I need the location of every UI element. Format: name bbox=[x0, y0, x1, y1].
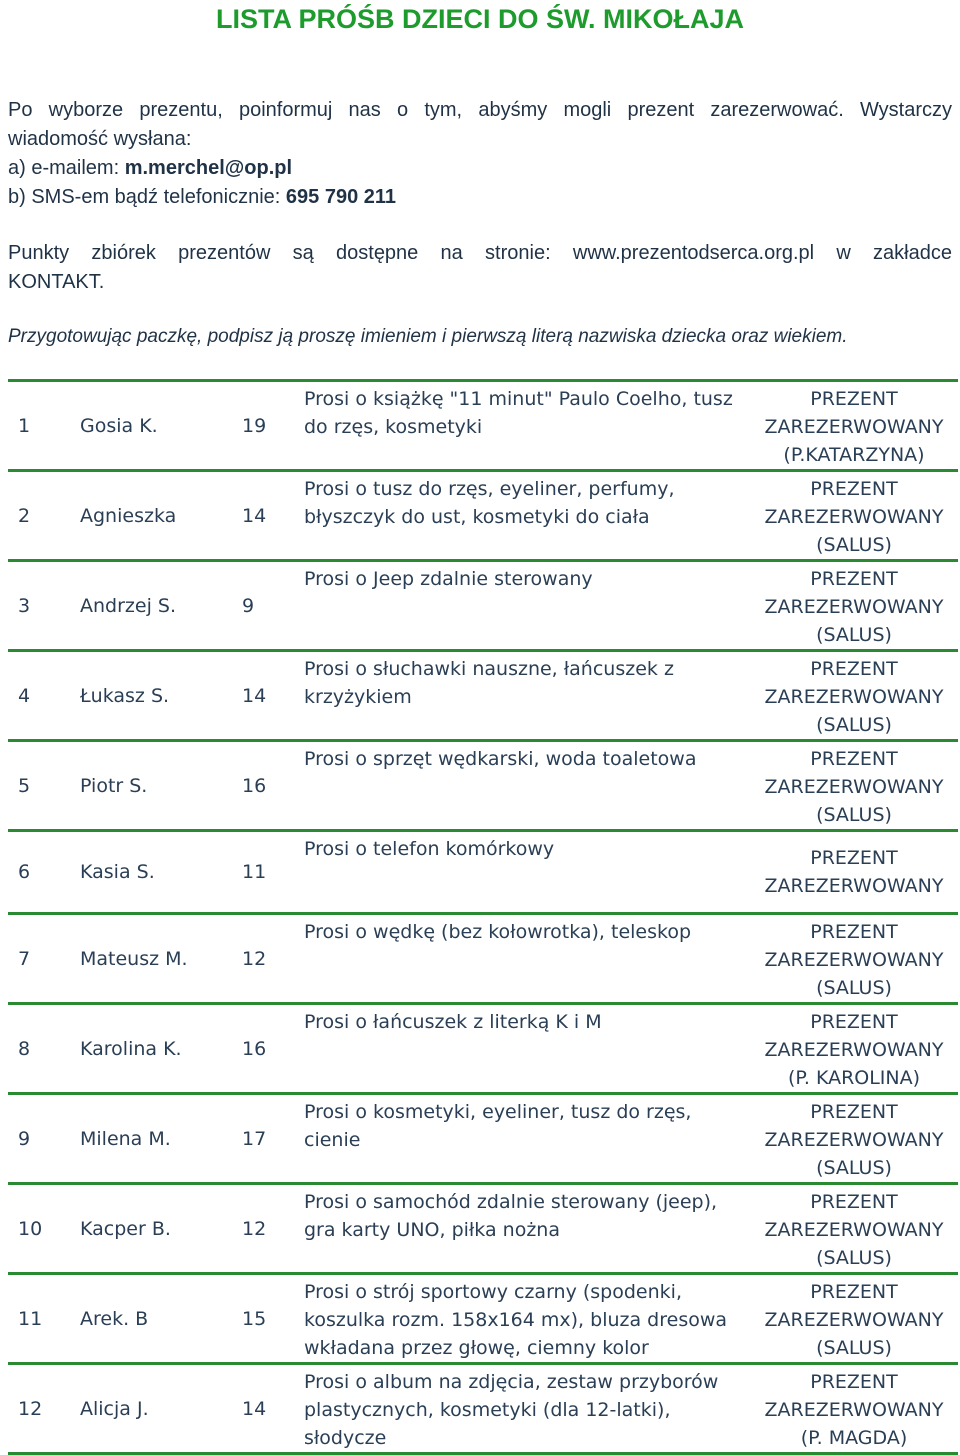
child-age: 16 bbox=[242, 1037, 267, 1060]
status-text: PREZENT ZAREZERWOWANY bbox=[764, 921, 944, 971]
table-row bbox=[8, 651, 958, 741]
child-name: Piotr S. bbox=[80, 774, 148, 797]
gift-request: Prosi o książkę "11 minut" Paulo Coelho, tusz do rzęs, kosmetyki bbox=[304, 388, 733, 438]
reservation-status bbox=[750, 1184, 958, 1274]
reserved-by: (SALUS) bbox=[816, 804, 892, 826]
intro-paragraph bbox=[8, 96, 952, 212]
reserved-by: (P.KATARZYNA) bbox=[783, 444, 925, 466]
reserved-by: (SALUS) bbox=[816, 1337, 892, 1359]
intro-line-2: wiadomość wysłana: bbox=[8, 128, 192, 150]
status-text: PREZENT ZAREZERWOWANY bbox=[764, 478, 944, 528]
row-number: 1 bbox=[18, 414, 31, 437]
gift-request: Prosi o kosmetyki, eyeliner, tusz do rzęs, cienie bbox=[304, 1101, 692, 1151]
collection-points-line-1: Punkty zbiórek prezentów są dostępne na stronie: www.prezentodserca.org.pl w zakładce bbox=[8, 242, 952, 264]
reservation-status bbox=[750, 471, 958, 561]
gift-request: Prosi o słuchawki nauszne, łańcuszek z krzyżykiem bbox=[304, 658, 674, 708]
child-age: 12 bbox=[242, 1217, 267, 1240]
child-age: 12 bbox=[242, 947, 267, 970]
status-text: PREZENT ZAREZERWOWANY bbox=[764, 748, 944, 798]
reservation-status bbox=[750, 1364, 958, 1454]
collection-points-paragraph bbox=[8, 239, 952, 297]
email-link[interactable]: m.merchel@op.pl bbox=[124, 157, 293, 179]
row-number: 2 bbox=[18, 504, 31, 527]
child-name: Karolina K. bbox=[80, 1037, 182, 1060]
gift-request: Prosi o telefon komórkowy bbox=[304, 838, 555, 860]
row-number: 11 bbox=[18, 1307, 43, 1330]
status-text: PREZENT ZAREZERWOWANY bbox=[764, 1011, 944, 1061]
table-row bbox=[8, 1364, 958, 1454]
reservation-status bbox=[750, 1004, 958, 1094]
reservation-status bbox=[750, 1094, 958, 1184]
row-number: 12 bbox=[18, 1397, 43, 1420]
child-age: 19 bbox=[242, 414, 267, 437]
reservation-status bbox=[750, 914, 958, 1004]
table-row bbox=[8, 1184, 958, 1274]
table-row bbox=[8, 1274, 958, 1364]
table-row bbox=[8, 1094, 958, 1184]
requests-table bbox=[8, 379, 958, 1455]
reservation-status bbox=[750, 651, 958, 741]
status-text: PREZENT ZAREZERWOWANY bbox=[764, 1101, 944, 1151]
child-age: 17 bbox=[242, 1127, 267, 1150]
table-row bbox=[8, 741, 958, 831]
email-prefix: a) e-mailem: bbox=[8, 157, 125, 179]
child-name: Gosia K. bbox=[80, 414, 158, 437]
child-age: 14 bbox=[242, 684, 267, 707]
reserved-by: (SALUS) bbox=[816, 624, 892, 646]
gift-request: Prosi o album na zdjęcia, zestaw przyborów plastycznych, kosmetyki (dla 12-latki), słodycze bbox=[304, 1371, 719, 1449]
reserved-by: (P. MAGDA) bbox=[800, 1427, 908, 1449]
child-name: Agnieszka bbox=[80, 504, 177, 527]
table-row bbox=[8, 1004, 958, 1094]
child-age: 11 bbox=[242, 861, 267, 883]
row-number: 10 bbox=[18, 1217, 43, 1240]
status-text: PREZENT ZAREZERWOWANY bbox=[764, 1191, 944, 1241]
phone-line bbox=[8, 183, 952, 212]
gift-request: Prosi o samochód zdalnie sterowany (jeep), gra karty UNO, piłka nożna bbox=[304, 1191, 718, 1241]
gift-request: Prosi o wędkę (bez kołowrotka), teleskop bbox=[304, 921, 692, 943]
row-number: 8 bbox=[18, 1037, 31, 1060]
reservation-status bbox=[750, 831, 958, 914]
table-row bbox=[8, 471, 958, 561]
row-number: 7 bbox=[18, 947, 31, 970]
row-number: 5 bbox=[18, 774, 31, 797]
status-text: PREZENT ZAREZERWOWANY bbox=[764, 658, 944, 708]
reserved-by: (SALUS) bbox=[816, 977, 892, 999]
reservation-status bbox=[750, 741, 958, 831]
child-name: Andrzej S. bbox=[80, 594, 176, 617]
table-row bbox=[8, 381, 958, 471]
reserved-by: (SALUS) bbox=[816, 714, 892, 736]
status-text: PREZENT ZAREZERWOWANY bbox=[764, 388, 944, 438]
gift-request: Prosi o strój sportowy czarny (spodenki, koszulka rozm. 158x164 mx), bluza dresowa wkładana przez głowę, ciemny kolor bbox=[304, 1281, 728, 1359]
reserved-by: (SALUS) bbox=[816, 1157, 892, 1179]
phone-number: 695 790 211 bbox=[285, 186, 397, 208]
intro-line-1: Po wyborze prezentu, poinformuj nas o tym, abyśmy mogli prezent zarezerwować. Wystarczy bbox=[8, 99, 952, 121]
status-text: PREZENT ZAREZERWOWANY bbox=[764, 568, 944, 618]
table-row bbox=[8, 914, 958, 1004]
row-number: 4 bbox=[18, 684, 31, 707]
gift-request: Prosi o sprzęt wędkarski, woda toaletowa bbox=[304, 748, 697, 770]
status-text: PREZENT ZAREZERWOWANY bbox=[764, 1281, 944, 1331]
child-name: Mateusz M. bbox=[80, 947, 188, 970]
status-text: PREZENT ZAREZERWOWANY bbox=[764, 1371, 944, 1421]
packing-note: Przygotowując paczkę, podpisz ją proszę imieniem i pierwszą literą nazwiska dziecka oraz wiekiem. bbox=[8, 326, 848, 347]
child-name: Kasia S. bbox=[80, 861, 155, 883]
child-name: Kacper B. bbox=[80, 1217, 171, 1240]
child-name: Arek. B bbox=[80, 1307, 149, 1330]
phone-prefix: b) SMS-em bądź telefonicznie: bbox=[8, 186, 286, 208]
row-number: 9 bbox=[18, 1127, 31, 1150]
email-line bbox=[8, 154, 952, 183]
gift-request: Prosi o łańcuszek z literką K i M bbox=[304, 1011, 602, 1033]
collection-points-line-2: KONTAKT. bbox=[8, 271, 105, 293]
child-age: 14 bbox=[242, 504, 267, 527]
table-row bbox=[8, 561, 958, 651]
child-name: Alicja J. bbox=[80, 1397, 149, 1420]
reserved-by: (SALUS) bbox=[816, 1247, 892, 1269]
table-row bbox=[8, 831, 958, 914]
gift-request: Prosi o tusz do rzęs, eyeliner, perfumy, błyszczyk do ust, kosmetyki do ciała bbox=[304, 478, 675, 528]
child-age: 14 bbox=[242, 1397, 267, 1420]
reservation-status bbox=[750, 561, 958, 651]
child-name: Milena M. bbox=[80, 1127, 171, 1150]
reserved-by: (SALUS) bbox=[816, 534, 892, 556]
row-number: 3 bbox=[18, 594, 31, 617]
page-title: LISTA PRÓŚB DZIECI DO ŚW. MIKOŁAJA bbox=[215, 4, 745, 34]
child-age: 15 bbox=[242, 1307, 267, 1330]
child-age: 16 bbox=[242, 774, 267, 797]
reservation-status bbox=[750, 381, 958, 471]
gift-request: Prosi o Jeep zdalnie sterowany bbox=[304, 568, 593, 590]
child-age: 9 bbox=[242, 594, 255, 617]
reservation-status bbox=[750, 1274, 958, 1364]
status-text: PREZENT ZAREZERWOWANY bbox=[764, 847, 944, 897]
child-name: Łukasz S. bbox=[80, 684, 170, 707]
reserved-by: (P. KAROLINA) bbox=[787, 1067, 921, 1089]
row-number: 6 bbox=[18, 861, 31, 883]
